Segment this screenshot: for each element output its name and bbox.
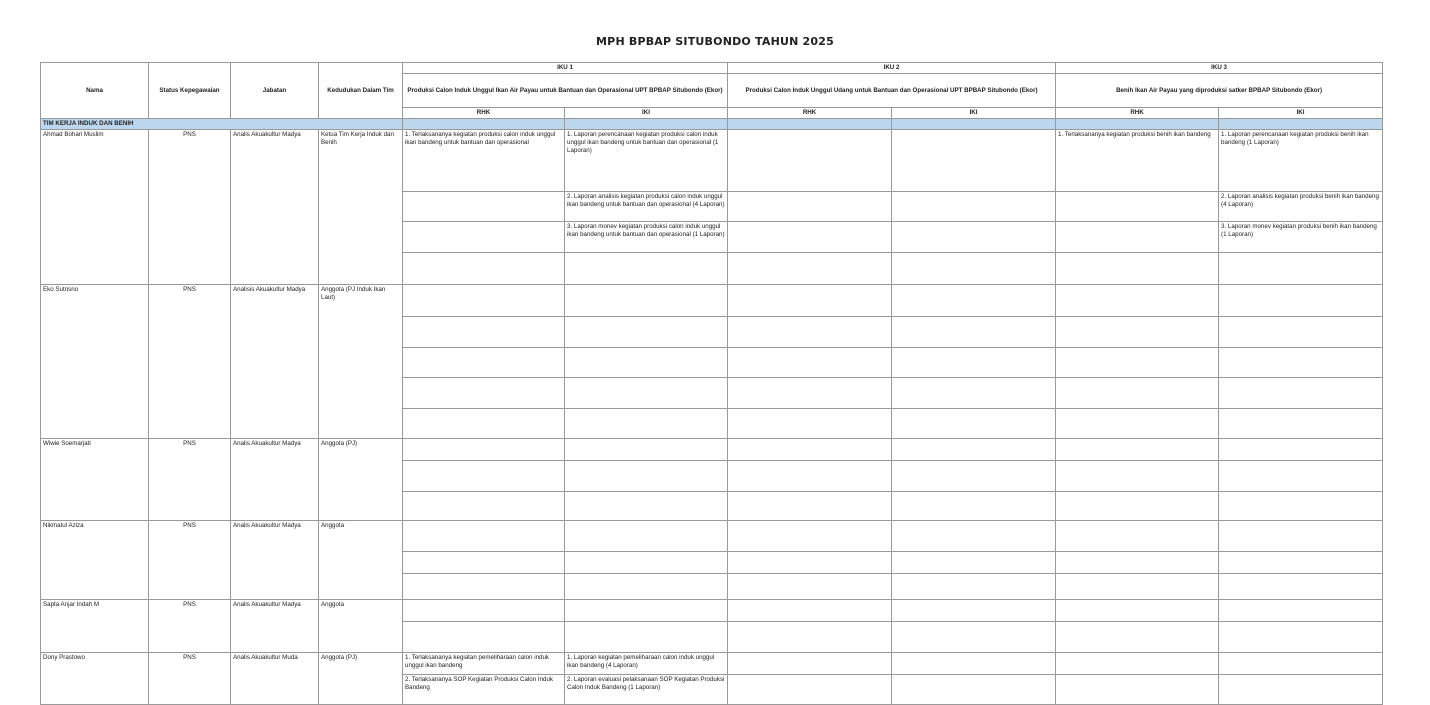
- person-name: Ahmad Bohari Muslim: [41, 130, 149, 285]
- iki-cell: 1. Laporan perencanaan kegiatan produksi benih ikan bandeng (1 Laporan): [1219, 130, 1383, 192]
- iki-cell: 2. Laporan analisis kegiatan produksi calon induk unggul ikan bandeng untuk bantuan dan operasional (4 Laporan): [565, 192, 728, 222]
- header-jabatan: Jabatan: [231, 63, 319, 119]
- person-kedudukan: Anggota (PJ): [319, 439, 403, 521]
- iki-cell: 1. Laporan perencanaan kegiatan produksi calon induk unggul ikan bandeng untuk bantuan dan operasional (1 Laporan): [565, 130, 728, 192]
- mph-table: [40, 62, 1383, 705]
- person-jabatan: Analis Akuakultur Muda: [231, 653, 319, 705]
- person-status: PNS: [149, 285, 231, 439]
- page-title: MPH BPBAP SITUBONDO TAHUN 2025: [596, 35, 834, 48]
- person-name: Wiwie Soemarjati: [41, 439, 149, 521]
- rhk-cell: 1. Terlaksananya kegiatan produksi benih ikan bandeng: [1056, 130, 1219, 192]
- rhk-cell: 1. Terlaksananya kegiatan pemeliharaan calon induk unggul ikan bandeng: [403, 653, 565, 675]
- person-status: PNS: [149, 521, 231, 600]
- header-iku2: IKU 2: [728, 63, 1056, 74]
- iki-cell: 2. Laporan analisis kegiatan produksi benih ikan bandeng (4 Laporan): [1219, 192, 1383, 222]
- person-name: Sapta Anjar Indah M: [41, 600, 149, 653]
- header-nama: Nama: [41, 63, 149, 119]
- header-rhk: RHK: [1056, 108, 1219, 119]
- header-status: Status Kepegawaian: [149, 63, 231, 119]
- header-iku3: IKU 3: [1056, 63, 1383, 74]
- header-iku2-desc: Produksi Calon Induk Unggul Udang untuk Bantuan dan Operasional UPT BPBAP Situbondo (Ekor): [728, 74, 1056, 108]
- header-kedudukan: Kedudukan Dalam Tim: [319, 63, 403, 119]
- person-status: PNS: [149, 653, 231, 705]
- iki-cell: 3. Laporan monev kegiatan produksi benih ikan bandeng (1 Laporan): [1219, 222, 1383, 253]
- person-status: PNS: [149, 600, 231, 653]
- person-jabatan: Analis Akuakultur Madya: [231, 130, 319, 285]
- rhk-cell: 2. Terlaksananya SOP Kegiatan Produksi Calon Induk Bandeng: [403, 675, 565, 705]
- iki-cell: 1. Laporan kegiatan pemeliharaan calon induk unggul ikan bandeng (4 Laporan): [565, 653, 728, 675]
- person-name: Eko Sutrisno: [41, 285, 149, 439]
- person-kedudukan: Anggota (PJ Induk Ikan Laut): [319, 285, 403, 439]
- rhk-cell: 1. Terlaksananya kegiatan produksi calon induk unggul ikan bandeng untuk bantuan dan operasional: [403, 130, 565, 192]
- header-iku1: IKU 1: [403, 63, 728, 74]
- person-kedudukan: Ketua Tim Kerja Induk dan Benih: [319, 130, 403, 285]
- person-name: Nikmatul Aziza: [41, 521, 149, 600]
- iki-cell: 3. Laporan monev kegiatan produksi calon induk unggul ikan bandeng untuk bantuan dan operasional (1 Laporan): [565, 222, 728, 253]
- person-jabatan: Analisis Akuakultur Madya: [231, 285, 319, 439]
- header-rhk: RHK: [728, 108, 892, 119]
- header-rhk: RHK: [403, 108, 565, 119]
- person-kedudukan: Anggota: [319, 600, 403, 653]
- person-jabatan: Analis Akuakultur Madya: [231, 439, 319, 521]
- person-jabatan: Analis Akuakultur Madya: [231, 600, 319, 653]
- person-status: PNS: [149, 130, 231, 285]
- section-title: TIM KERJA INDUK DAN BENIH: [41, 119, 403, 130]
- header-iki: IKI: [565, 108, 728, 119]
- header-iki: IKI: [1219, 108, 1383, 119]
- person-kedudukan: Anggota: [319, 521, 403, 600]
- header-iku3-desc: Benih Ikan Air Payau yang diproduksi satker BPBAP Situbondo (Ekor): [1056, 74, 1383, 108]
- header-iki: IKI: [892, 108, 1056, 119]
- person-status: PNS: [149, 439, 231, 521]
- person-jabatan: Analis Akuakultur Madya: [231, 521, 319, 600]
- header-iku1-desc: Produksi Calon Induk Unggul Ikan Air Payau untuk Bantuan dan Operasional UPT BPBAP Situbondo (Ekor): [403, 74, 728, 108]
- person-name: Dony Prastowo: [41, 653, 149, 705]
- iki-cell: 2. Laporan evaluasi pelaksanaan SOP Kegiatan Produksi Calon Induk Bandeng (1 Laporan): [565, 675, 728, 705]
- person-kedudukan: Anggota (PJ): [319, 653, 403, 705]
